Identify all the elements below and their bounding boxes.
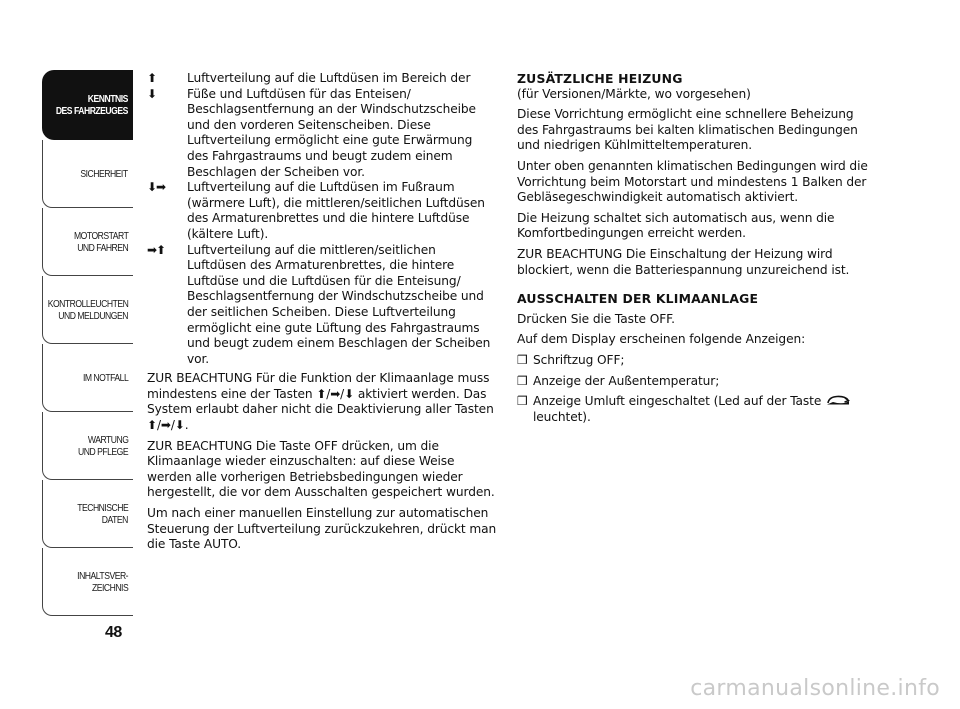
tab-wartung-und-pflege[interactable]: [42, 412, 133, 480]
recirculation-icon: [825, 394, 851, 407]
checkbox-bullet-icon: ❒: [517, 352, 528, 367]
tab-label-line: UND MELDUNGEN: [58, 309, 128, 322]
page-number: 48: [105, 624, 122, 641]
tab-kenntnis-des-fahrzeuges[interactable]: [42, 70, 133, 140]
section-heading: AUSSCHALTEN DER KLIMAANLAGE: [517, 291, 759, 307]
body-paragraph: Unter oben genannten klimatischen Bedingungen wird die Vorrichtung beim Motorstart und mindestens 1 Balken der Gebläsegeschwindigkeit automatisch aktiviert.: [517, 158, 868, 205]
tab-label-line: WARTUNG: [87, 433, 128, 446]
arrow-glyph: ⬇➡: [147, 180, 166, 195]
note-paragraph: [147, 371, 497, 433]
tab-label-line: IM NOTFALL: [82, 371, 128, 384]
body-paragraph: Die Heizung schaltet sich automatisch aus, wenn die Komfortbedingungen erreicht werden.: [517, 210, 835, 241]
arrow-up-icon: ⬆: [147, 71, 157, 85]
air-distribution-item: [147, 71, 497, 180]
list-item-text: Anzeige der Außentemperatur;: [533, 373, 720, 388]
tab-label-line: TECHNISCHE: [76, 501, 128, 514]
body-paragraph: Auf dem Display erscheinen folgende Anzeigen:: [517, 332, 806, 347]
tab-label-line: UND PFLEGE: [77, 445, 128, 458]
checkbox-bullet-icon: ❒: [517, 373, 528, 388]
note-text: aktiviert werden. Das System erlaubt daher nicht die Deaktivierung aller Tasten: [147, 386, 494, 417]
tab-technische-daten[interactable]: [42, 480, 133, 548]
list-item-text: [533, 394, 877, 425]
tab-label-line: DES FAHRZEUGES: [55, 105, 128, 117]
right-column: [517, 71, 877, 430]
item-text: Luftverteilung auf die Luftdüsen im Bereich der Füße und Luftdüsen für das Enteisen/ Beschlagsentfernung an der Windschutzscheibe und den vorderen Seitenscheiben. Diese Luftverteilung ermöglicht eine gute Erwärmung des Fahrgastraums und beugt zudem einem Beschlagen der Scheiben vor.: [187, 71, 476, 179]
note-paragraph: ZUR BEACHTUNG Die Einschaltung der Heizung wird blockiert, wenn die Batteriespannung unzureichend ist.: [517, 246, 850, 277]
tab-label-line: ZEICHNIS: [91, 581, 128, 594]
tab-label-line: SICHERHEIT: [80, 167, 128, 180]
tab-label-line: KENNTNIS: [87, 93, 128, 105]
arrow-down-icon: ⬇: [147, 86, 157, 101]
item-text: Luftverteilung auf die mittleren/seitlichen Luftdüsen des Armaturenbrettes, die hintere Luftdüse und die Luftdüsen für die Enteisung/ Beschlagsentfernung der Windschutzscheibe und der seitlichen Scheiben. Diese Luftverteilung ermöglicht eine gute Lüftung des Fahrgastraums und beugt zudem einem Beschlagen der Scheiben vor.: [187, 242, 491, 366]
arrow-buttons-icon: ⬆/➡/⬇: [147, 418, 185, 433]
chapter-sidebar: [42, 70, 133, 616]
checkbox-bullet-icon: ❒: [517, 394, 528, 409]
list-item-text: Schriftzug OFF;: [533, 352, 625, 367]
tab-label-line: DATEN: [101, 513, 128, 526]
list-item-text-part: Anzeige Umluft eingeschaltet (Led auf der Taste: [533, 394, 825, 409]
list-item: [517, 353, 877, 369]
air-distribution-item: [147, 180, 497, 242]
watermark: carmanualsonline.info: [690, 676, 940, 701]
note-paragraph: ZUR BEACHTUNG Die Taste OFF drücken, um die Klimaanlage wieder einzuschalten: auf diese Weise werden alle vorherigen Betriebsbedingungen wieder hergestellt, die vor dem Ausschalten gespeichert wurden.: [147, 438, 495, 500]
item-text: Luftverteilung auf die Luftdüsen im Fußraum (wärmere Luft), die mittleren/seitlichen Luftdüsen des Armaturenbrettes und die hintere Luftdüse (kältere Luft).: [187, 180, 485, 241]
tab-inhaltsverzeichnis[interactable]: [42, 548, 133, 616]
note-text: ZUR BEACHTUNG Für die Funktion der Klimaanlage muss mindestens eine der Tasten: [147, 371, 490, 401]
tab-motorstart-und-fahren[interactable]: [42, 208, 133, 276]
arrow-glyph: ➡⬆: [147, 242, 166, 257]
section-heading: ZUSÄTZLICHE HEIZUNG: [517, 71, 683, 86]
left-column: [147, 71, 497, 558]
arrow-buttons-icon: ⬆/➡/⬇: [316, 386, 355, 401]
list-item: [517, 394, 877, 425]
list-item: [517, 374, 877, 390]
arrow-right-up-icon: [147, 243, 187, 368]
tab-label-line: MOTORSTART: [73, 229, 128, 242]
air-distribution-item: [147, 243, 497, 368]
tab-im-notfall[interactable]: [42, 344, 133, 412]
list-item-text-part: leuchtet).: [533, 409, 591, 424]
tab-sicherheit[interactable]: [42, 140, 133, 208]
tab-label-line: UND FAHREN: [76, 241, 128, 254]
tab-kontrolleuchten-und-meldungen[interactable]: [42, 276, 133, 344]
body-paragraph: Drücken Sie die Taste OFF.: [517, 311, 675, 326]
section-subheading: (für Versionen/Märkte, wo vorgesehen): [517, 86, 751, 101]
arrow-up-down-icon: [147, 71, 187, 180]
tab-label-line: KONTROLLEUCHTEN: [47, 297, 128, 310]
tab-label-line: INHALTSVER-: [77, 569, 128, 582]
note-text: .: [184, 418, 189, 433]
body-paragraph: Um nach einer manuellen Einstellung zur automatischen Steuerung der Luftverteilung zurückzukehren, drückt man die Taste AUTO.: [147, 506, 497, 552]
body-paragraph: Diese Vorrichtung ermöglicht eine schnellere Beheizung des Fahrgastraums bei kalten klimatischen Bedingungen und niedrigen Kühlmitteltemperaturen.: [517, 107, 858, 153]
arrow-down-right-icon: [147, 180, 187, 242]
display-indications-list: [517, 353, 877, 425]
